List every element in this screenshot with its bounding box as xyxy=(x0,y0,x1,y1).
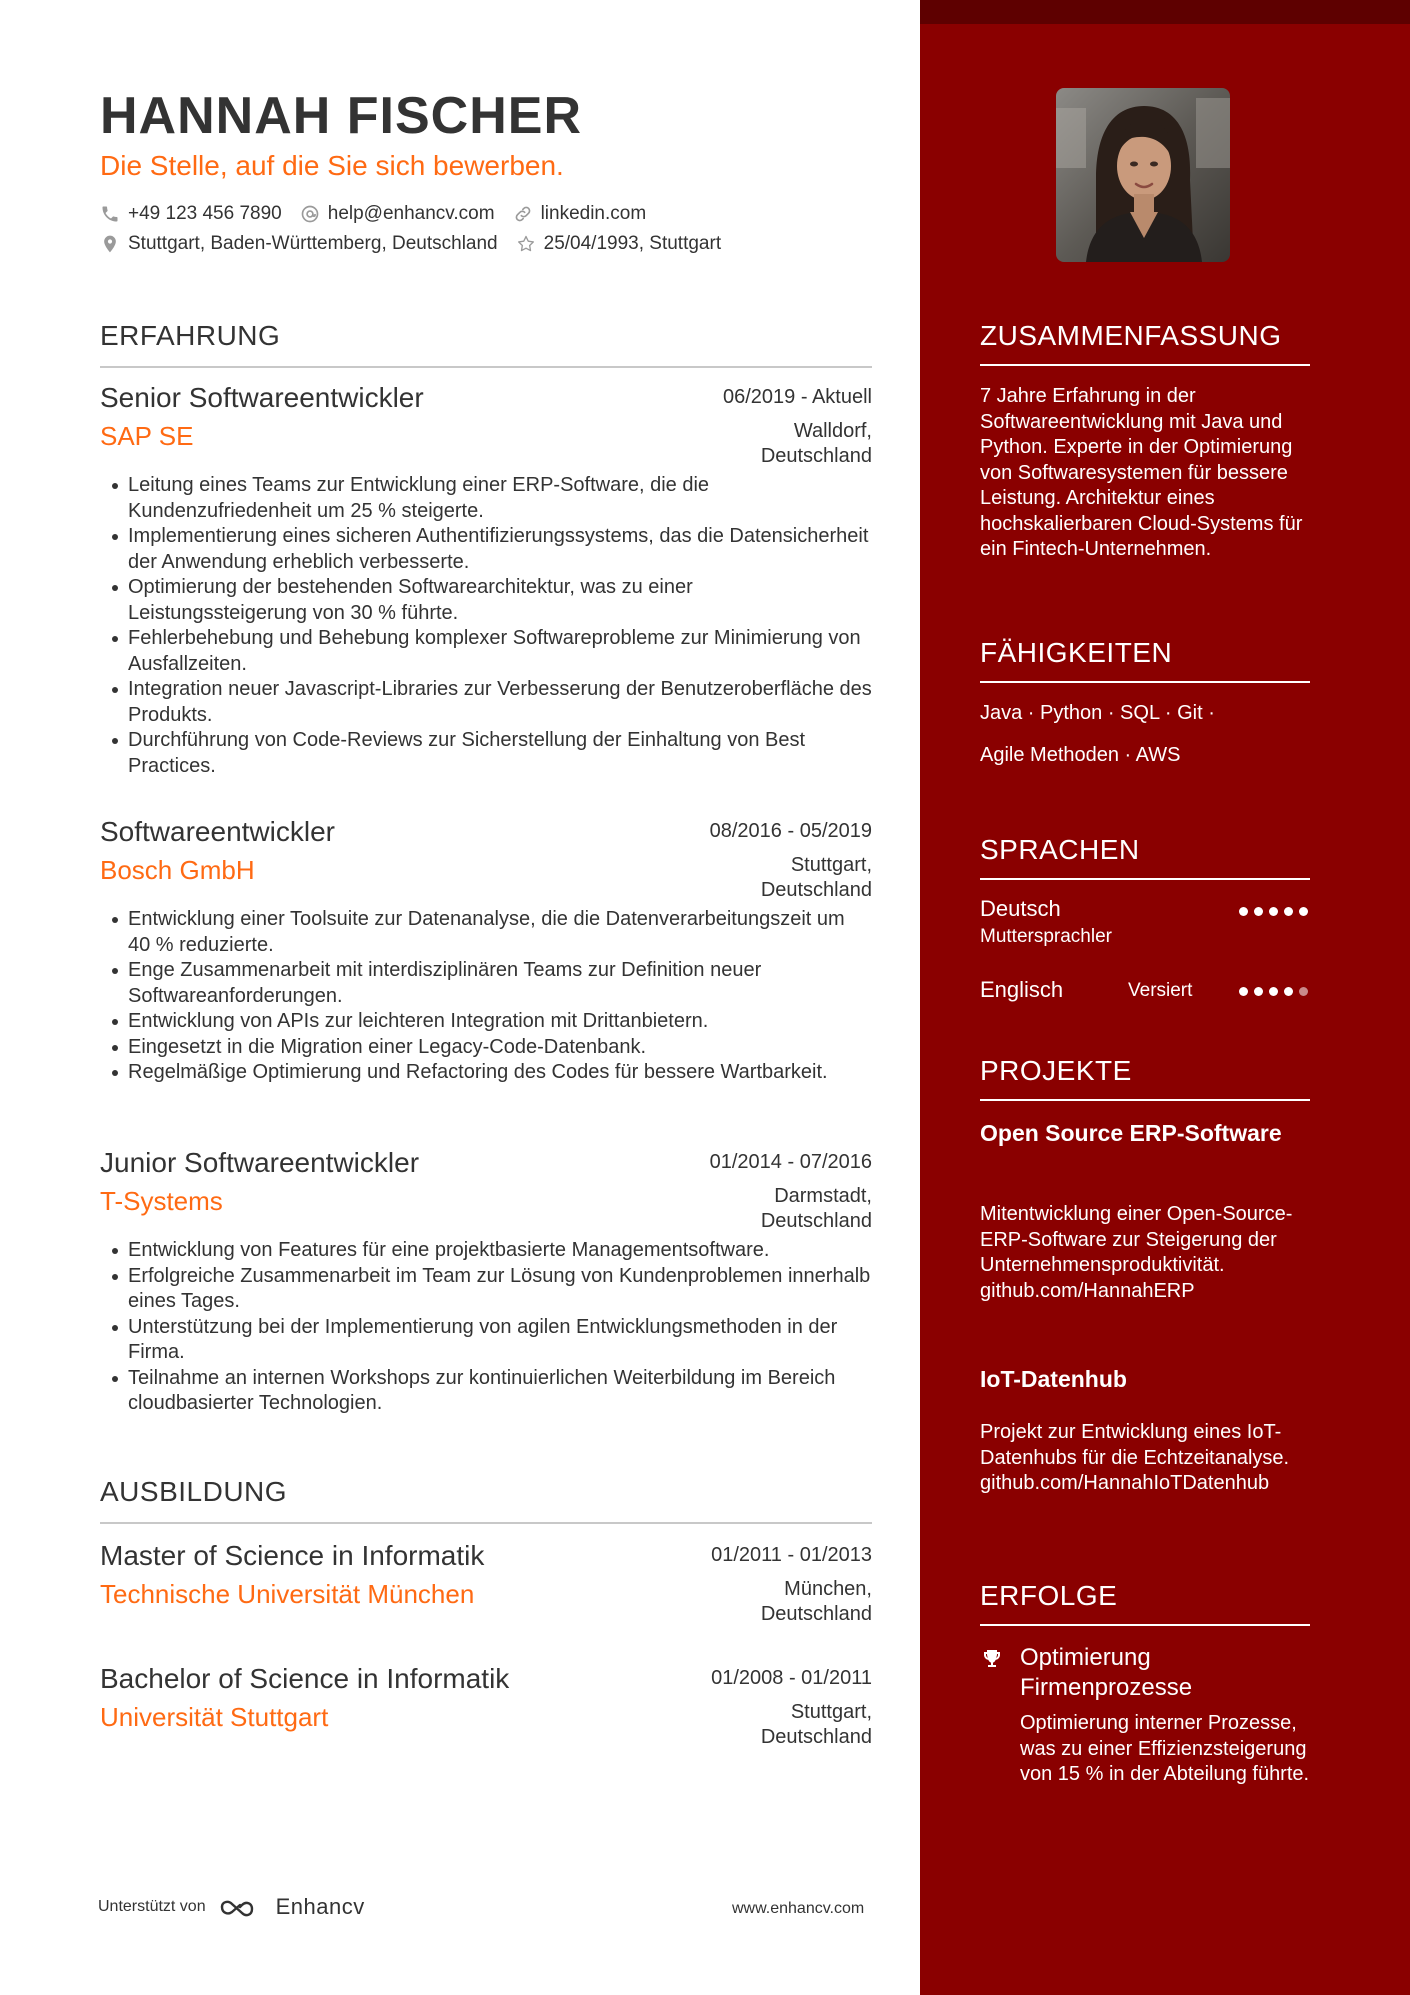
achievement-title: Optimierung Firmenprozesse xyxy=(1020,1644,1193,1701)
bullet-item: Leitung eines Teams zur Entwicklung einer ERP-Software, die die Kundenzufriedenheit um 25 % steigerte. xyxy=(100,473,872,524)
school-location: München, Deutschland xyxy=(760,1578,872,1625)
project-title: Open Source ERP-Software xyxy=(980,1120,1282,1146)
project-title: IoT-Datenhub xyxy=(980,1366,1127,1392)
star-icon xyxy=(516,234,536,254)
language-rating xyxy=(1233,987,1308,996)
sidebar-column xyxy=(920,0,1410,1995)
education-entry xyxy=(100,1662,872,1750)
summary-section-title: ZUSAMMENFASSUNG xyxy=(980,320,1310,366)
job-title: Junior Softwareentwickler xyxy=(100,1147,420,1178)
rating-dot xyxy=(1284,987,1293,996)
education-entry xyxy=(100,1539,872,1627)
degree-title: Master of Science in Informatik xyxy=(100,1540,485,1571)
job-company: Bosch GmbH xyxy=(100,855,255,885)
language-name: Deutsch xyxy=(980,896,1061,921)
experience-entry xyxy=(100,815,872,1086)
degree-title: Bachelor of Science in Informatik xyxy=(100,1663,510,1694)
bullet-item: Implementierung eines sicheren Authentifizierungssystems, das die Datensicherheit der Anwendung erheblich verbesserte. xyxy=(100,524,872,575)
job-location: Darmstadt, Deutschland xyxy=(760,1185,872,1232)
phone-icon xyxy=(100,204,120,224)
footer-url[interactable]: www.enhancv.com xyxy=(732,1900,865,1917)
location-pin-icon xyxy=(100,234,120,254)
powered-by-text: Unterstützt von xyxy=(98,1898,206,1915)
rating-dot xyxy=(1239,907,1248,916)
bullet-item: Integration neuer Javascript-Libraries zur Verbesserung der Benutzeroberfläche des Produkts. xyxy=(100,677,872,728)
brand-name: Enhancv xyxy=(275,1894,365,1919)
experience-entry xyxy=(100,381,872,779)
bullet-item: Regelmäßige Optimierung und Refactoring des Codes für bessere Wartbarkeit. xyxy=(100,1060,872,1086)
link-icon xyxy=(513,204,533,224)
contact-row xyxy=(100,203,664,225)
sidebar-top-bar xyxy=(920,0,1410,24)
bullet-item: Fehlerbehebung und Behebung komplexer Softwareprobleme zur Minimierung von Ausfallzeiten. xyxy=(100,626,872,677)
footer-powered-by[interactable] xyxy=(98,1894,365,1920)
project-description: Mitentwicklung einer Open-Source-ERP-Software zur Steigerung der Unternehmensproduktivität. github.com/HannahERP xyxy=(980,1203,1293,1302)
linkedin-text: linkedin.com xyxy=(540,203,647,224)
target-position: Die Stelle, auf die Sie sich bewerben. xyxy=(100,150,564,181)
job-date: 08/2016 - 05/2019 xyxy=(709,820,872,842)
language-rating xyxy=(1233,907,1308,916)
bullet-item: Entwicklung einer Toolsuite zur Datenanalyse, die die Datenverarbeitungszeit um 40 % reduzierte. xyxy=(100,907,872,958)
rating-dot xyxy=(1269,907,1278,916)
bullet-item: Unterstützung bei der Implementierung von agilen Entwicklungsmethoden in der Firma. xyxy=(100,1315,872,1366)
projects-section-title: PROJEKTE xyxy=(980,1055,1310,1101)
education-section-title: AUSBILDUNG xyxy=(100,1476,872,1524)
candidate-name: HANNAH FISCHER xyxy=(100,87,582,145)
job-company: SAP SE xyxy=(100,421,194,451)
enhancv-logo-icon xyxy=(218,1895,266,1919)
job-bullets xyxy=(100,1238,872,1417)
at-icon xyxy=(300,204,320,224)
skills-line: Agile Methoden · AWS xyxy=(980,744,1181,766)
email-text: help@enhancv.com xyxy=(327,203,495,224)
job-company: T-Systems xyxy=(100,1186,223,1216)
experience-section-title: ERFAHRUNG xyxy=(100,320,872,368)
school-location: Stuttgart, Deutschland xyxy=(760,1701,872,1748)
rating-dot xyxy=(1269,987,1278,996)
bullet-item: Erfolgreiche Zusammenarbeit im Team zur Lösung von Kundenproblemen innerhalb eines Tages. xyxy=(100,1264,872,1315)
phone-text: +49 123 456 7890 xyxy=(128,203,282,224)
contact-location xyxy=(100,233,498,255)
degree-date: 01/2008 - 01/2011 xyxy=(711,1667,872,1689)
profile-photo xyxy=(1056,88,1230,262)
job-date: 01/2014 - 07/2016 xyxy=(709,1151,872,1173)
language-name: Englisch xyxy=(980,977,1064,1002)
language-item xyxy=(980,896,1310,952)
job-title: Softwareentwickler xyxy=(100,816,335,847)
language-level: Muttersprachler xyxy=(980,926,1112,947)
contact-linkedin[interactable] xyxy=(513,203,647,225)
bullet-item: Optimierung der bestehenden Softwarearchitektur, was zu einer Leistungssteigerung von 30 % führte. xyxy=(100,575,872,626)
rating-dot xyxy=(1239,987,1248,996)
experience-entry xyxy=(100,1146,872,1417)
skills-section-title: FÄHIGKEITEN xyxy=(980,637,1310,683)
project-description: Projekt zur Entwicklung eines IoT-Datenhubs für die Echtzeitanalyse. github.com/HannahIoTDatenhub xyxy=(980,1421,1290,1494)
job-bullets xyxy=(100,907,872,1086)
rating-dot xyxy=(1299,987,1308,996)
trophy-icon xyxy=(980,1647,1004,1671)
school-name: Universität Stuttgart xyxy=(100,1702,329,1732)
rating-dot xyxy=(1284,907,1293,916)
job-location: Stuttgart, Deutschland xyxy=(760,854,872,901)
contact-phone[interactable] xyxy=(100,203,282,225)
achievement-description: Optimierung interner Prozesse, was zu einer Effizienzsteigerung von 15 % in der Abteilung führte. xyxy=(1020,1712,1310,1785)
skills-list xyxy=(980,692,1320,776)
job-title: Senior Softwareentwickler xyxy=(100,382,424,413)
contact-birth xyxy=(516,233,721,255)
bullet-item: Durchführung von Code-Reviews zur Sicherstellung der Einhaltung von Best Practices. xyxy=(100,728,872,779)
rating-dot xyxy=(1254,907,1263,916)
contact-row xyxy=(100,233,739,255)
bullet-item: Entwicklung von Features für eine projektbasierte Managementsoftware. xyxy=(100,1238,872,1264)
summary-text: 7 Jahre Erfahrung in der Softwareentwicklung mit Java und Python. Experte in der Optimierung von Softwaresystemen für bessere Leistung. Architektur eines hochskalierbaren Cloud-Systems für ein Fintech-Unternehmen. xyxy=(980,385,1303,560)
job-bullets xyxy=(100,473,872,779)
languages-section-title: SPRACHEN xyxy=(980,834,1310,880)
rating-dot xyxy=(1299,907,1308,916)
achievements-section-title: ERFOLGE xyxy=(980,1580,1310,1626)
bullet-item: Eingesetzt in die Migration einer Legacy-Code-Datenbank. xyxy=(100,1035,872,1061)
location-text: Stuttgart, Baden-Württemberg, Deutschland xyxy=(128,233,498,254)
rating-dot xyxy=(1254,987,1263,996)
language-level: Versiert xyxy=(1128,980,1193,1001)
bullet-item: Teilnahme an internen Workshops zur kontinuierlichen Weiterbildung im Bereich cloudbasierter Technologien. xyxy=(100,1366,872,1417)
job-location: Walldorf, Deutschland xyxy=(760,420,872,467)
bullet-item: Entwicklung von APIs zur leichteren Integration mit Drittanbietern. xyxy=(100,1009,872,1035)
skills-line: Java · Python · SQL · Git · xyxy=(980,702,1215,724)
achievement-item xyxy=(980,1643,1320,1823)
job-date: 06/2019 - Aktuell xyxy=(723,386,872,408)
contact-email[interactable] xyxy=(300,203,495,225)
language-item xyxy=(980,977,1310,1009)
school-name: Technische Universität München xyxy=(100,1579,475,1609)
bullet-item: Enge Zusammenarbeit mit interdisziplinären Teams zur Definition neuer Softwareanforderungen. xyxy=(100,958,872,1009)
birth-text: 25/04/1993, Stuttgart xyxy=(543,233,722,254)
portrait-image xyxy=(1056,88,1230,262)
degree-date: 01/2011 - 01/2013 xyxy=(711,1544,872,1566)
